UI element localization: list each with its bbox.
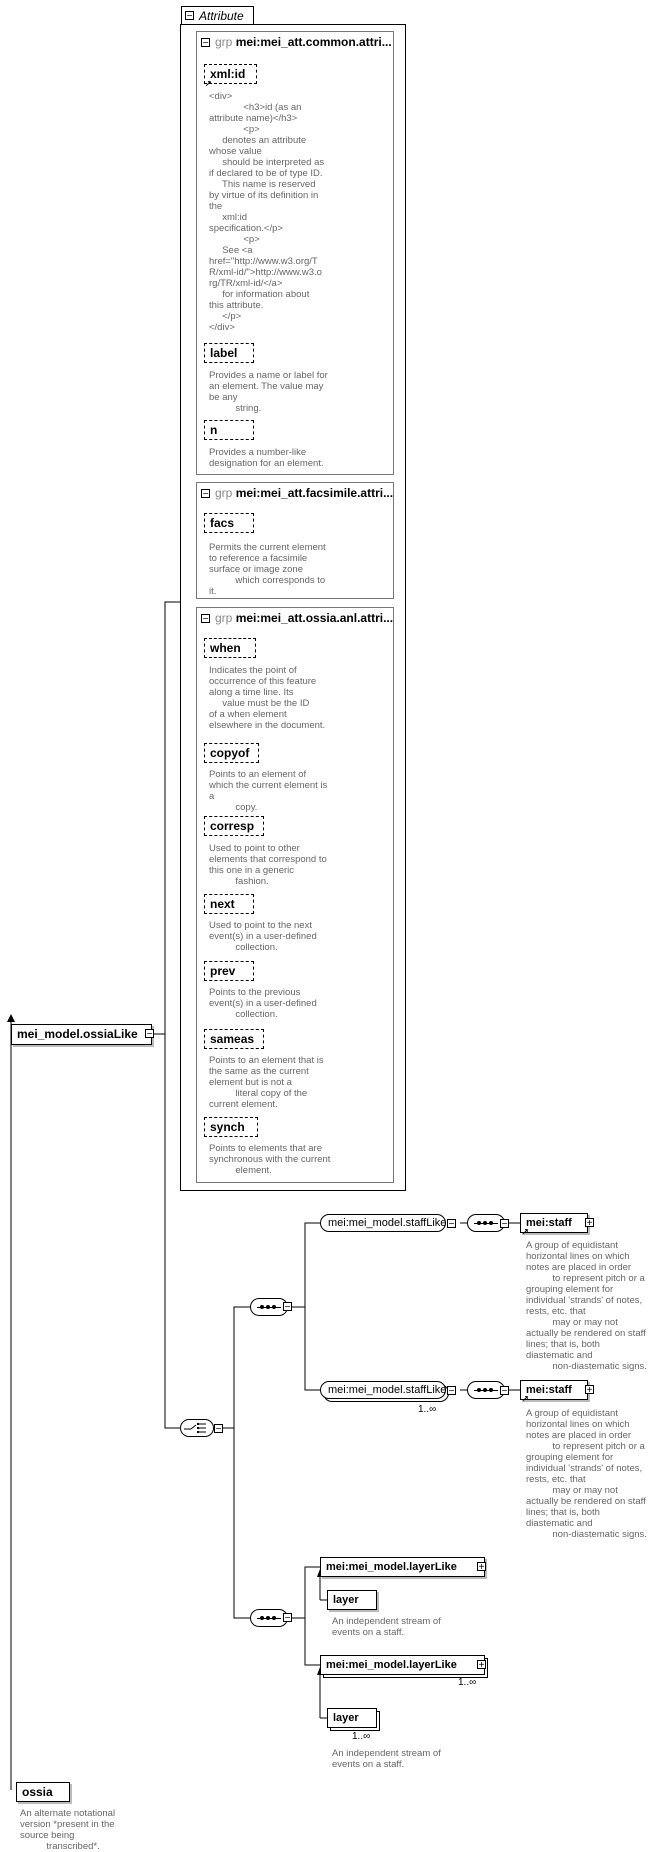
group-ref-stafflike-repeat[interactable]: [320, 1381, 446, 1399]
attribute-name: label: [210, 346, 238, 360]
attribute-group-title: [215, 486, 393, 500]
collapse-icon[interactable]: −: [146, 1029, 153, 1040]
collapse-icon[interactable]: −: [501, 1386, 508, 1397]
collapse-icon[interactable]: −: [284, 1302, 291, 1313]
collapse-icon[interactable]: −: [284, 1613, 291, 1624]
element-name: ossia: [22, 1785, 53, 1799]
attribute-description: Provides a name or label for an element. The value may be any string.: [209, 370, 328, 414]
attribute-name: corresp: [210, 819, 255, 833]
attribute-description: Points to an element of which the current element is a copy.: [209, 769, 328, 813]
attribute-label[interactable]: [204, 343, 254, 363]
attribute-n[interactable]: [204, 420, 254, 440]
attribute-name: n: [210, 423, 218, 437]
multiplicity-label: 1..∞: [418, 1404, 437, 1415]
group-keyword: grp: [215, 486, 233, 500]
element-layer-repeat[interactable]: [327, 1708, 377, 1728]
attribute-corresp[interactable]: [204, 816, 264, 836]
element-description: An independent stream of events on a staff.: [332, 1616, 441, 1638]
element-description: An independent stream of events on a staff.: [332, 1748, 441, 1770]
attribute-facs[interactable]: [204, 513, 254, 533]
attribute-xml-id[interactable]: [204, 64, 257, 88]
expand-icon[interactable]: +: [586, 1218, 593, 1229]
attribute-sameas[interactable]: [204, 1029, 264, 1049]
attribute-copyof[interactable]: [204, 743, 259, 763]
collapse-icon[interactable]: −: [448, 1386, 455, 1397]
attribute-when[interactable]: [204, 638, 256, 658]
element-ossia[interactable]: [16, 1782, 70, 1802]
element-name: mei:staff: [526, 1217, 572, 1229]
root-element-mei-model-ossialike[interactable]: [11, 1024, 152, 1045]
attribute-description: Points to an element that is the same as the current element but is not a literal copy of the current element.: [209, 1055, 324, 1110]
collapse-icon[interactable]: −: [215, 1424, 222, 1435]
element-name: layer: [333, 1712, 359, 1724]
attribute-panel-header: [181, 6, 254, 24]
attribute-name: xml:id: [210, 67, 246, 81]
attribute-description: Points to the previous event(s) in a user-defined collection.: [209, 987, 317, 1020]
reference-arrow-icon: ↗: [522, 1394, 529, 1403]
element-description: A group of equidistant horizontal lines on which notes are placed in order to represent pitch or a grouping element for individual 'strands' of notes, rests, etc. that may or may not actually be rendered on staff lines; that is, both diastematic and non-diastematic signs.: [526, 1240, 647, 1372]
element-name: mei:staff: [526, 1384, 572, 1396]
element-mei-staff[interactable]: [520, 1213, 588, 1236]
group-keyword: grp: [215, 35, 233, 49]
expand-icon[interactable]: +: [478, 1660, 485, 1671]
group-ref-name: mei:mei_model.layerLike: [326, 1561, 457, 1573]
group-keyword: grp: [215, 611, 233, 625]
attribute-description: Points to elements that are synchronous with the current element.: [209, 1143, 331, 1176]
element-layer[interactable]: [327, 1590, 377, 1610]
collapse-icon[interactable]: −: [448, 1219, 455, 1230]
reference-arrow-icon: ↗: [205, 79, 212, 88]
collapse-icon[interactable]: −: [186, 11, 193, 22]
attribute-name: when: [210, 641, 241, 655]
group-name: mei:mei_att.common.attri...: [235, 35, 392, 49]
group-ref-name: mei:mei_model.layerLike: [326, 1659, 457, 1671]
element-name: layer: [333, 1594, 359, 1606]
group-name: mei:mei_att.facsimile.attri...: [235, 486, 394, 500]
attribute-name: copyof: [210, 746, 250, 760]
attribute-panel-title: Attribute: [199, 9, 244, 23]
attribute-synch[interactable]: [204, 1117, 258, 1137]
attribute-name: next: [210, 897, 235, 911]
attribute-name: prev: [210, 964, 236, 978]
collapse-icon[interactable]: −: [202, 489, 209, 500]
group-ref-layerlike[interactable]: [320, 1557, 485, 1577]
attribute-description: <div> <h3>id (as an attribute name)</h3> <p> denotes an attribute whose value should be interpreted as if declared to be of type ID. This name is reserved by virtue of its definition in the xml:id specification.</p> <p> See <a href="http://www.w3.org/T R/xml-id/">http://www.w3.o rg/TR/xml-id/</a> for information about this attribute. </p> </div>: [209, 91, 325, 333]
attribute-name: synch: [210, 1120, 245, 1134]
expand-icon[interactable]: +: [586, 1385, 593, 1396]
attribute-description: Used to point to the next event(s) in a user-defined collection.: [209, 920, 317, 953]
attribute-group-title: [215, 35, 392, 49]
choice-compositor-icon[interactable]: [180, 1419, 214, 1437]
multiplicity-label: 1..∞: [458, 1677, 477, 1688]
attribute-next[interactable]: [204, 894, 254, 914]
attribute-name: sameas: [210, 1032, 255, 1046]
element-description: A group of equidistant horizontal lines on which notes are placed in order to represent pitch or a grouping element for individual 'strands' of notes, rests, etc. that may or may not actually be rendered on staff lines; that is, both diastematic and non-diastematic signs.: [526, 1408, 647, 1540]
group-ref-name: mei:mei_model.staffLike: [328, 1217, 447, 1229]
multiplicity-label: 1..∞: [352, 1731, 371, 1742]
group-name: mei:mei_att.ossia.anl.attri...: [235, 611, 394, 625]
element-mei-staff[interactable]: [520, 1380, 588, 1403]
group-ref-layerlike-repeat[interactable]: [320, 1655, 485, 1675]
root-name: mei_model.ossiaLike: [17, 1027, 138, 1041]
expand-icon[interactable]: +: [478, 1562, 485, 1573]
attribute-description: Provides a number-like designation for an element.: [209, 447, 324, 469]
attribute-name: facs: [210, 516, 235, 530]
attribute-group-title: [215, 611, 393, 625]
reference-arrow-icon: ↗: [522, 1227, 529, 1236]
attribute-description: Permits the current element to reference a facsimile surface or image zone which corresponds to it.: [209, 542, 326, 597]
collapse-icon[interactable]: −: [202, 38, 209, 49]
collapse-icon[interactable]: −: [501, 1219, 508, 1230]
group-ref-stafflike[interactable]: [320, 1214, 446, 1232]
collapse-icon[interactable]: −: [202, 614, 209, 625]
attribute-description: Indicates the point of occurrence of this feature along a time line. Its value must be the ID of a when element elsewhere in the document.: [209, 665, 326, 731]
attribute-description: Used to point to other elements that correspond to this one in a generic fashion.: [209, 843, 327, 887]
group-ref-name: mei:mei_model.staffLike: [328, 1384, 447, 1396]
element-description: An alternate notational version *present in the source being transcribed*.: [20, 1808, 116, 1852]
attribute-prev[interactable]: [204, 961, 254, 981]
